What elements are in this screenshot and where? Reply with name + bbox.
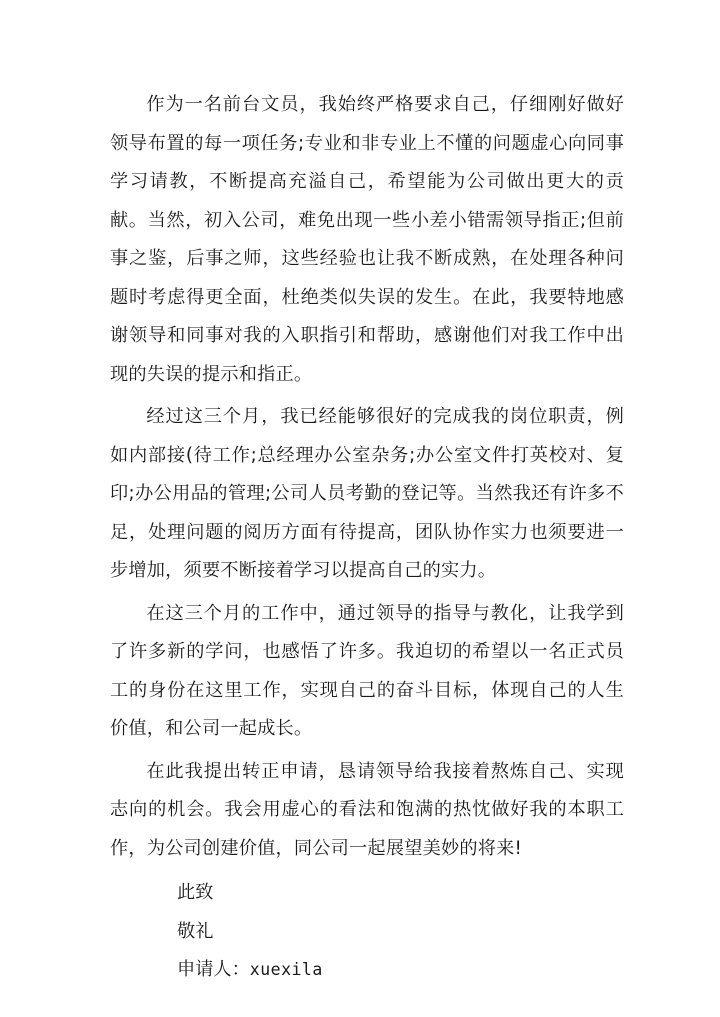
closing-salutation: 此致: [177, 882, 214, 903]
paragraph-4: 在此我提出转正申请，恳请领导给我接着熬炼自己、实现志向的机会。我会用虚心的看法和饱满的热忱做好我的本职工作，为公司创建价值，同公司一起展望美妙的将来!: [110, 760, 624, 859]
paragraph-1: 作为一名前台文员，我始终严格要求自己，仔细刚好做好领导布置的每一项任务;专业和非专业上不懂的问题虚心向同事学习请教，不断提高充溢自己，希望能为公司做出更大的贡献。当然，初入公司，难免出现一些小差小错需领导指正;但前事之鉴，后事之师，这些经验也让我不断成熟，在处理各种问题时考虑得更全面，杜绝类似失误的发生。在此，我要特地感谢领导和同事对我的入职指引和帮助，感谢他们对我工作中出现的失误的提示和指正。: [110, 94, 624, 385]
closing-regards: 敬礼: [177, 920, 214, 942]
paragraph-3: 在这三个月的工作中，通过领导的指导与教化，让我学到了许多新的学问，也感悟了许多。我迫切的希望以一名正式员工的身份在这里工作，实现自己的奋斗目标，体现自己的人生价值，和公司一起成长。: [110, 602, 624, 739]
signer-label: 申请人：: [177, 959, 250, 980]
letter-body: [110, 86, 624, 990]
paragraph-2: 经过这三个月，我已经能够很好的完成我的岗位职责，例如内部接(待工作;总经理办公室杂务;办公室文件打英校对、复印;办公用品的管理;公司人员考勤的登记等。当然我还有许多不足，处理问题的阅历方面有待提高，团队协作实力也须要进一步增加，须要不断接着学习以提高自己的实力。: [110, 406, 624, 581]
signer-name: xuexila: [249, 960, 323, 979]
signer-line: [110, 951, 624, 990]
